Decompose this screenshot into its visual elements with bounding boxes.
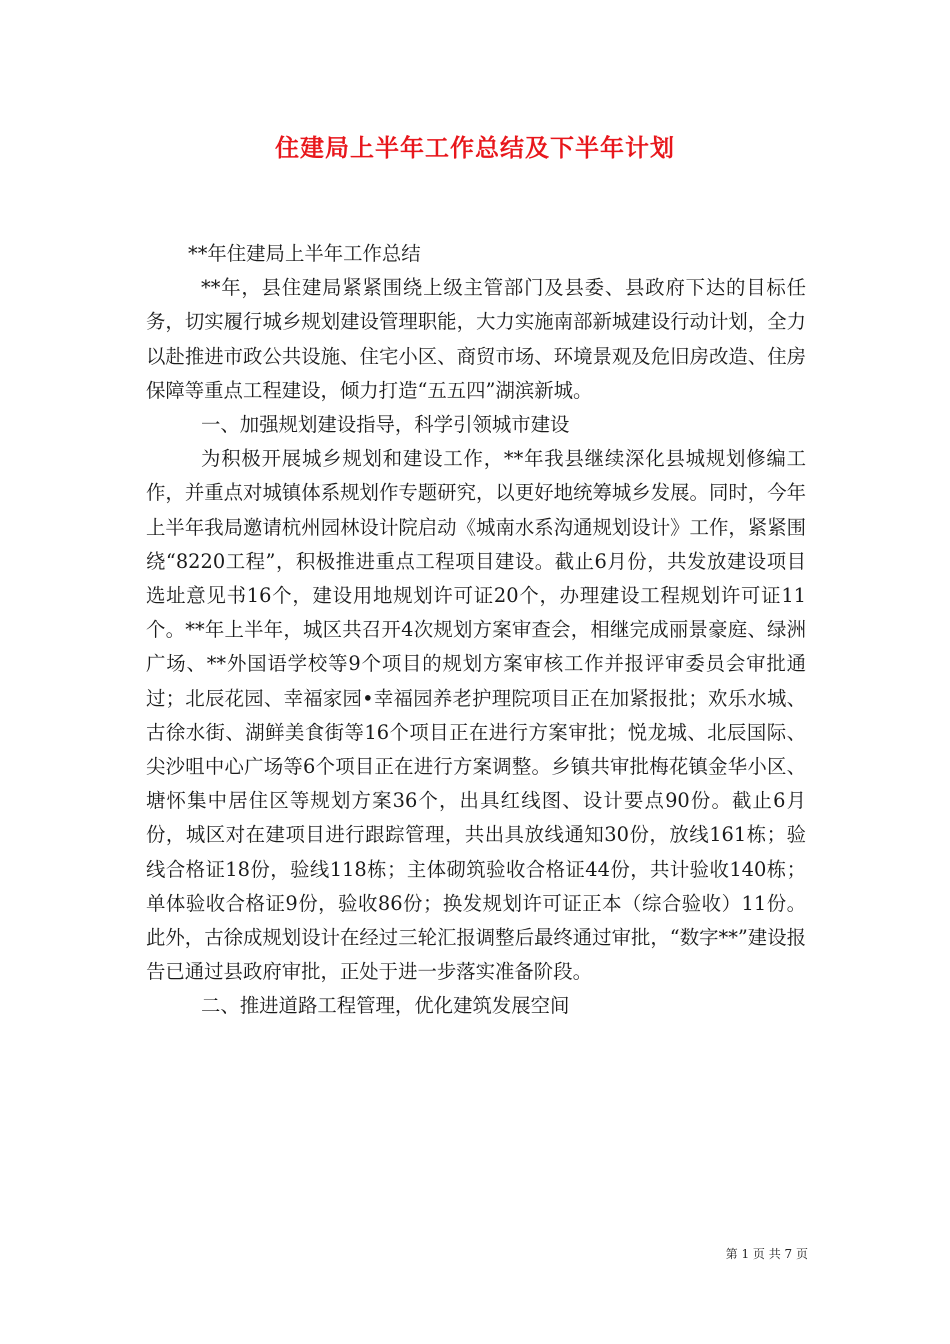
document-body [146, 237, 806, 1024]
section-one-heading: 一、加强规划建设指导，科学引领城市建设 [201, 413, 570, 437]
intro-paragraph: **年，县住建局紧紧围绕上级主管部门及县委、县政府下达的目标任务，切实履行城乡规划建设管理职能，大力实施南部新城建设行动计划，全力以赴推进市政公共设施、住宅小区、商贸市场、环境景观及危旧房改造、住房保障等重点工程建设，倾力打造“五五四”湖滨新城。 [146, 276, 806, 402]
summary-subheading: **年住建局上半年工作总结 [188, 242, 421, 265]
document-title: 住建局上半年工作总结及下半年计划 [275, 133, 675, 162]
section-one-paragraph: 为积极开展城乡规划和建设工作，**年我县继续深化县城规划修编工作，并重点对城镇体系规划作专题研究，以更好地统筹城乡发展。同时，今年上半年我局邀请杭州园林设计院启动《城南水系沟通规划设计》工作，紧紧围绕“8220工程”，积极推进重点工程项目建设。截止6月份，共发放建设项目选址意见书16个，建设用地规划许可证20个，办理建设工程规划许可证11个。**年上半年，城区共召开4次规划方案审查会，相继完成丽景豪庭、绿洲广场、**外国语学校等9个项目的规划方案审核工作并报评审委员会审批通过；北辰花园、幸福家园•幸福园养老护理院项目正在加紧报批；欢乐水城、古徐水街、湖鲜美食街等16个项目正在进行方案审批；悦龙城、北辰国际、尖沙咀中心广场等6个项目正在进行方案调整。乡镇共审批梅花镇金华小区、塘怀集中居住区等规划方案36个，出具红线图、设计要点90份。截止6月份，城区对在建项目进行跟踪管理，共出具放线通知30份，放线161栋；验线合格证18份，验线118栋；主体砌筑验收合格证44份，共计验收140栋；单体验收合格证9份，验收86份；换发规划许可证正本（综合验收）11份。此外，古徐成规划设计在经过三轮汇报调整后最终通过审批，“数字**”建设报告已通过县政府审批，正处于进一步落实准备阶段。 [146, 447, 806, 984]
page-number: 第 1 页 共 7 页 [725, 1247, 808, 1261]
section-two-heading: 二、推进道路工程管理，优化建筑发展空间 [201, 994, 570, 1018]
